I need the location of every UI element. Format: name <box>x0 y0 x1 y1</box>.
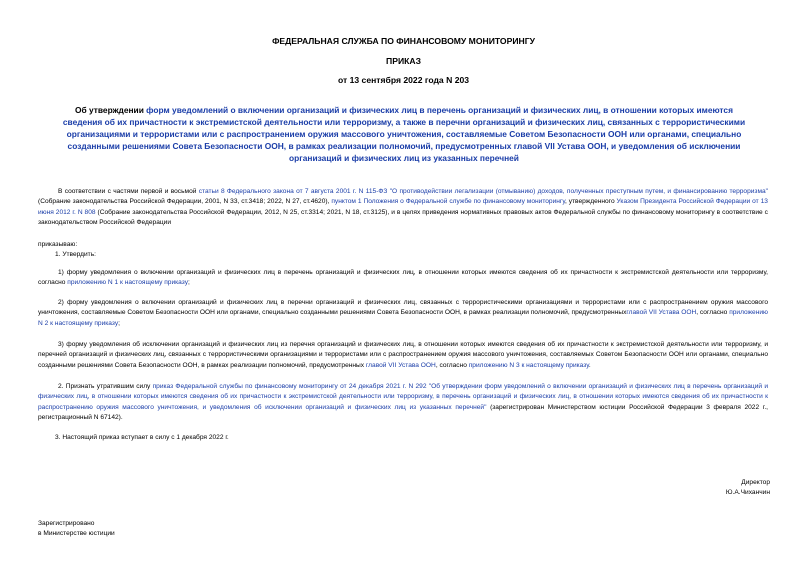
item-1-heading: 1. Утвердить: <box>55 251 96 258</box>
order-292-link[interactable]: приказ Федеральной службы по финансовому мониторингу от 24 декабря 2021 г. N 292 "Об утверждении форм уведомлений о включении организаций и физических лиц в перечень организаций и физических лиц, в отношении которых имеются сведения об их причастности к экстремистской деятельности или терроризму, в перечень организаций и физических лиц, в отношении которых имеются сведения об их причастности к распространению оружия массового уничтожения, и уведомления об исключении организаций и физических лиц из указанных перечней" <box>38 383 768 411</box>
item-1-1-paragraph <box>38 268 768 289</box>
un-charter-chapter-7-link-2[interactable]: главой VII Устава ООН <box>365 361 436 369</box>
un-charter-chapter-7-link[interactable]: главой VII Устава ООН <box>626 309 697 317</box>
agency-name: ФЕДЕРАЛЬНАЯ СЛУЖБА ПО ФИНАНСОВОМУ МОНИТОРИНГУ <box>272 36 535 46</box>
item-1-3-text-2: , согласно <box>435 361 469 369</box>
document-title <box>60 104 748 164</box>
orders-word: приказываю: <box>38 241 78 248</box>
signer-name: Ю.А.Чиханчин <box>725 489 770 496</box>
presidential-decree-808-link[interactable]: Указом Президента Российской Федерации от 13 июня 2012 г. N 808 <box>38 198 768 216</box>
item-3-paragraph: 3. Настоящий приказ вступает в силу с 1 декабря 2022 г. <box>55 434 229 441</box>
registration-line-1: Зарегистрировано <box>38 520 95 527</box>
item-1-2-paragraph <box>38 298 768 329</box>
signer-position: Директор <box>741 479 770 486</box>
preamble-paragraph <box>38 187 768 228</box>
preamble-text-2: (Собрание законодательства Российской Федерации, 2001, N 33, ст.3418; 2022, N 27, ст.4620), <box>38 198 332 206</box>
item-2-text-2: (зарегистрирован Министерством юстиции Российской Федерации 3 февраля 2022 г., регистрационный N 67142). <box>38 403 768 421</box>
item-1-3-text-1: 3) форму уведомления об исключении организаций и физических лиц из перечня организаций и физических лиц, в отношении которых имеются сведения об их причастности к экстремистской деятельности или терроризму, и перечней организаций и физических лиц, связанных с террористическими организациями и террористами или с распространением оружия массового уничтожения, составляемых Советом Безопасности ООН или органами, специально созданными решениями Совета Безопасности ООН, в рамках реализации полномочий, предусмотренных <box>38 341 768 369</box>
appendix-1-link[interactable]: приложению N 1 к настоящему приказу <box>67 279 189 287</box>
appendix-3-link[interactable]: приложению N 3 к настоящему приказу <box>468 361 589 369</box>
item-1-3-text-3: . <box>588 361 591 369</box>
item-2-paragraph <box>38 382 768 423</box>
regulation-clause-1-link[interactable]: пунктом 1 Положения о Федеральной службе по финансовому мониторингу <box>331 198 565 206</box>
document-type: ПРИКАЗ <box>386 56 421 66</box>
title-link[interactable]: форм уведомлений о включении организаций и физических лиц в перечень организаций и физических лиц, в отношении которых имеются сведения об их причастности к экстремистской деятельности или терроризму, а также в перечни организаций и физических лиц, связанных с террористическими организациями и террористами или с распространением оружия массового уничтожения, составляемые Советом Безопасности ООН или органами, специально созданными решениями Совета Безопасности ООН, в рамках реализации полномочий, предусмотренных главой VII Устава ООН, и уведомления об исключении организаций и физических лиц из указанных перечней <box>62 105 746 164</box>
registration-line-2: в Министерстве юстиции <box>38 530 115 537</box>
item-1-1-text-1: 1) форму уведомления о включении организаций и физических лиц в перечень организаций и физических лиц, в отношении которых имеются сведения об их причастности к экстремистской деятельности или терроризму, согласно <box>38 269 768 287</box>
preamble-text-3: , утвержденного <box>564 198 617 206</box>
item-1-1-text-2: ; <box>188 279 190 287</box>
item-1-2-text-2: , согласно <box>696 309 730 317</box>
item-1-3-paragraph <box>38 340 768 371</box>
item-1-2-text-3: ; <box>118 319 120 327</box>
preamble-text-1: В соответствии с частями первой и восьмой <box>58 188 199 195</box>
item-2-text-1: 2. Признать утратившим силу <box>58 383 153 390</box>
appendix-2-link[interactable]: приложению N 2 к настоящему приказу <box>38 309 768 327</box>
preamble-text-4: (Собрание законодательства Российской Федерации, 2012, N 25, ст.3314; 2021, N 18, ст.3125), и в целях приведения нормативных правовых актов Федеральной службы по финансовому мониторингу в соответствие с законодательством Российской Федерации <box>38 208 768 226</box>
item-1-2-text-1: 2) форму уведомления о включении организаций и физических лиц в перечни организаций и физических лиц, связанных с террористическими организациями и террористами или с распространением оружия массового уничтожения, составляемые Советом Безопасности ООН или органами, специально созданными решениями Совета Безопасности ООН, в рамках реализации полномочий, предусмотренных <box>38 299 768 317</box>
document-date-number: от 13 сентября 2022 года N 203 <box>337 75 470 85</box>
law-115-fz-link[interactable]: статьи 8 Федерального закона от 7 августа 2001 г. N 115-ФЗ "О противодействии легализации (отмыванию) доходов, полученных преступным путем, и финансированию терроризма" <box>198 188 768 195</box>
title-prefix: Об утверждении <box>75 105 147 115</box>
